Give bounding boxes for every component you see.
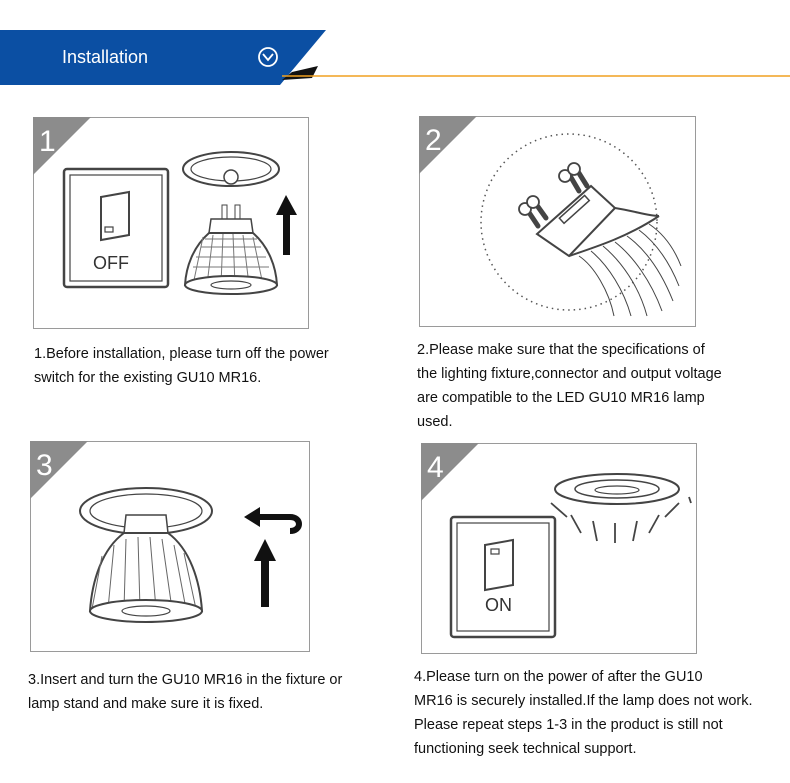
step-number: 2 — [425, 124, 442, 157]
step-1-panel — [33, 117, 309, 329]
header-band — [0, 0, 790, 90]
caption-line: switch for the existing GU10 MR16. — [34, 370, 262, 386]
lit-lamp-fixture-icon — [555, 474, 679, 504]
step-number: 3 — [36, 449, 53, 482]
step-3-caption — [28, 668, 342, 716]
step-number: 4 — [427, 451, 444, 484]
step-2-illustration — [419, 116, 696, 327]
step-3-illustration — [30, 441, 310, 652]
step-2-caption — [417, 338, 722, 434]
off-switch-plate — [64, 169, 168, 287]
step-2-panel — [419, 116, 696, 327]
lamp-holder-icon — [183, 152, 279, 186]
caption-line: Please repeat steps 1-3 in the product is still not — [414, 717, 723, 733]
caption-line: the lighting fixture,connector and output voltage — [417, 366, 722, 382]
step-4-illustration — [421, 443, 697, 654]
caption-line: MR16 is securely installed.If the lamp does not work. — [414, 693, 753, 709]
caption-line: 4.Please turn on the power of after the GU10 — [414, 669, 703, 685]
caption-line: 2.Please make sure that the specifications of — [417, 342, 705, 358]
step-3-panel — [30, 441, 310, 652]
step-1-caption — [34, 342, 329, 390]
caption-line: are compatible to the LED GU10 MR16 lamp — [417, 390, 705, 406]
caption-line: functioning seek technical support. — [414, 741, 637, 757]
caption-line: lamp stand and make sure it is fixed. — [28, 696, 264, 712]
on-label: ON — [485, 595, 512, 615]
page-title: Installation — [62, 47, 149, 67]
caption-line: 1.Before installation, please turn off the power — [34, 346, 329, 362]
caption-line: used. — [417, 414, 453, 430]
off-label: OFF — [93, 253, 129, 273]
step-1-illustration — [33, 117, 309, 329]
section-header — [0, 0, 790, 90]
step-4-caption — [414, 665, 752, 761]
caption-line: 3.Insert and turn the GU10 MR16 in the fixture or — [28, 672, 343, 688]
step-4-panel — [421, 443, 697, 654]
step-number: 1 — [39, 125, 56, 158]
on-switch-plate — [451, 517, 555, 637]
